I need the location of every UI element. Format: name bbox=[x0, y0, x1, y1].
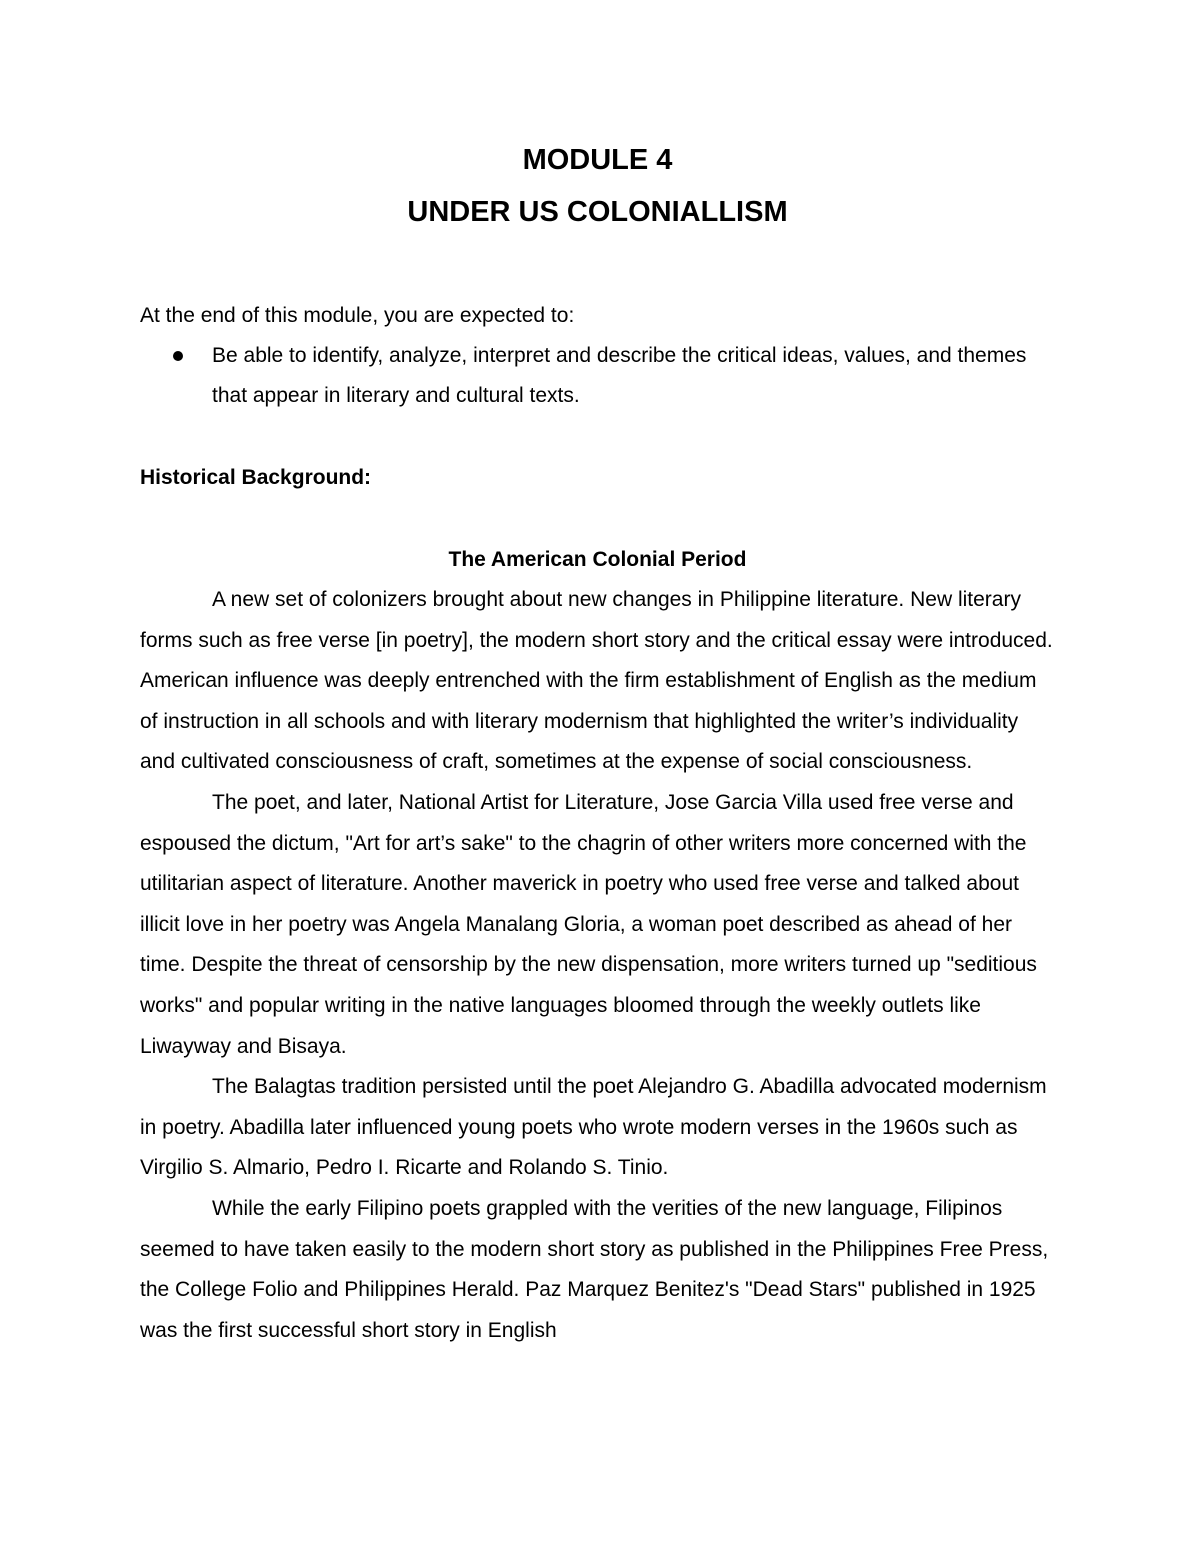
body-paragraph: The poet, and later, National Artist for Literature, Jose Garcia Villa used free verse and espoused the dictum, "Art for art’s sake" to the chagrin of other writers more concerned with the utilitarian aspect of literature. Another maverick in poetry who used free verse and talked about illicit love in her poetry was Angela Manalang Gloria, a woman poet described as ahead of her time. Despite the threat of censorship by the new dispensation, more writers turned up "seditious works" and popular writing in the native languages bloomed through the weekly outlets like Liwayway and Bisaya. bbox=[140, 790, 1037, 1058]
body-paragraph: A new set of colonizers brought about new changes in Philippine literature. New literary forms such as free verse [in poetry], the modern short story and the critical essay were introduced. American influence was deeply entrenched with the firm establishment of English as the medium of instruction in all schools and with literary modernism that highlighted the writer’s individuality and cultivated consciousness of craft, sometimes at the expense of social consciousness. bbox=[140, 588, 1053, 774]
body-paragraph: While the early Filipino poets grappled with the verities of the new language, Filipinos seemed to have taken easily to the modern short story as published in the Philippines Free Press, the College Folio and Philippines Herald. Paz Marquez Benitez's "Dead Stars" published in 1925 was the first successful short story in English bbox=[140, 1196, 1049, 1342]
sub-heading: The American Colonial Period bbox=[448, 548, 747, 571]
body-paragraph: The Balagtas tradition persisted until the poet Alejandro G. Abadilla advocated modernism in poetry. Abadilla later influenced young poets who wrote modern verses in the 1960s such as Virgilio S. Almario, Pedro I. Ricarte and Rolando S. Tinio. bbox=[140, 1075, 1047, 1180]
module-title: UNDER US COLONIALLISM bbox=[407, 196, 788, 228]
bullet-icon bbox=[173, 351, 183, 361]
objective-item bbox=[140, 336, 1055, 416]
objectives-intro: At the end of this module, you are expected to: bbox=[140, 304, 575, 327]
objective-text: Be able to identify, analyze, interpret and describe the critical ideas, values, and themes that appear in literary and cultural texts. bbox=[212, 344, 1027, 407]
module-number-title: MODULE 4 bbox=[522, 144, 673, 176]
objectives-list bbox=[140, 336, 1055, 416]
section-heading: Historical Background: bbox=[140, 466, 372, 489]
